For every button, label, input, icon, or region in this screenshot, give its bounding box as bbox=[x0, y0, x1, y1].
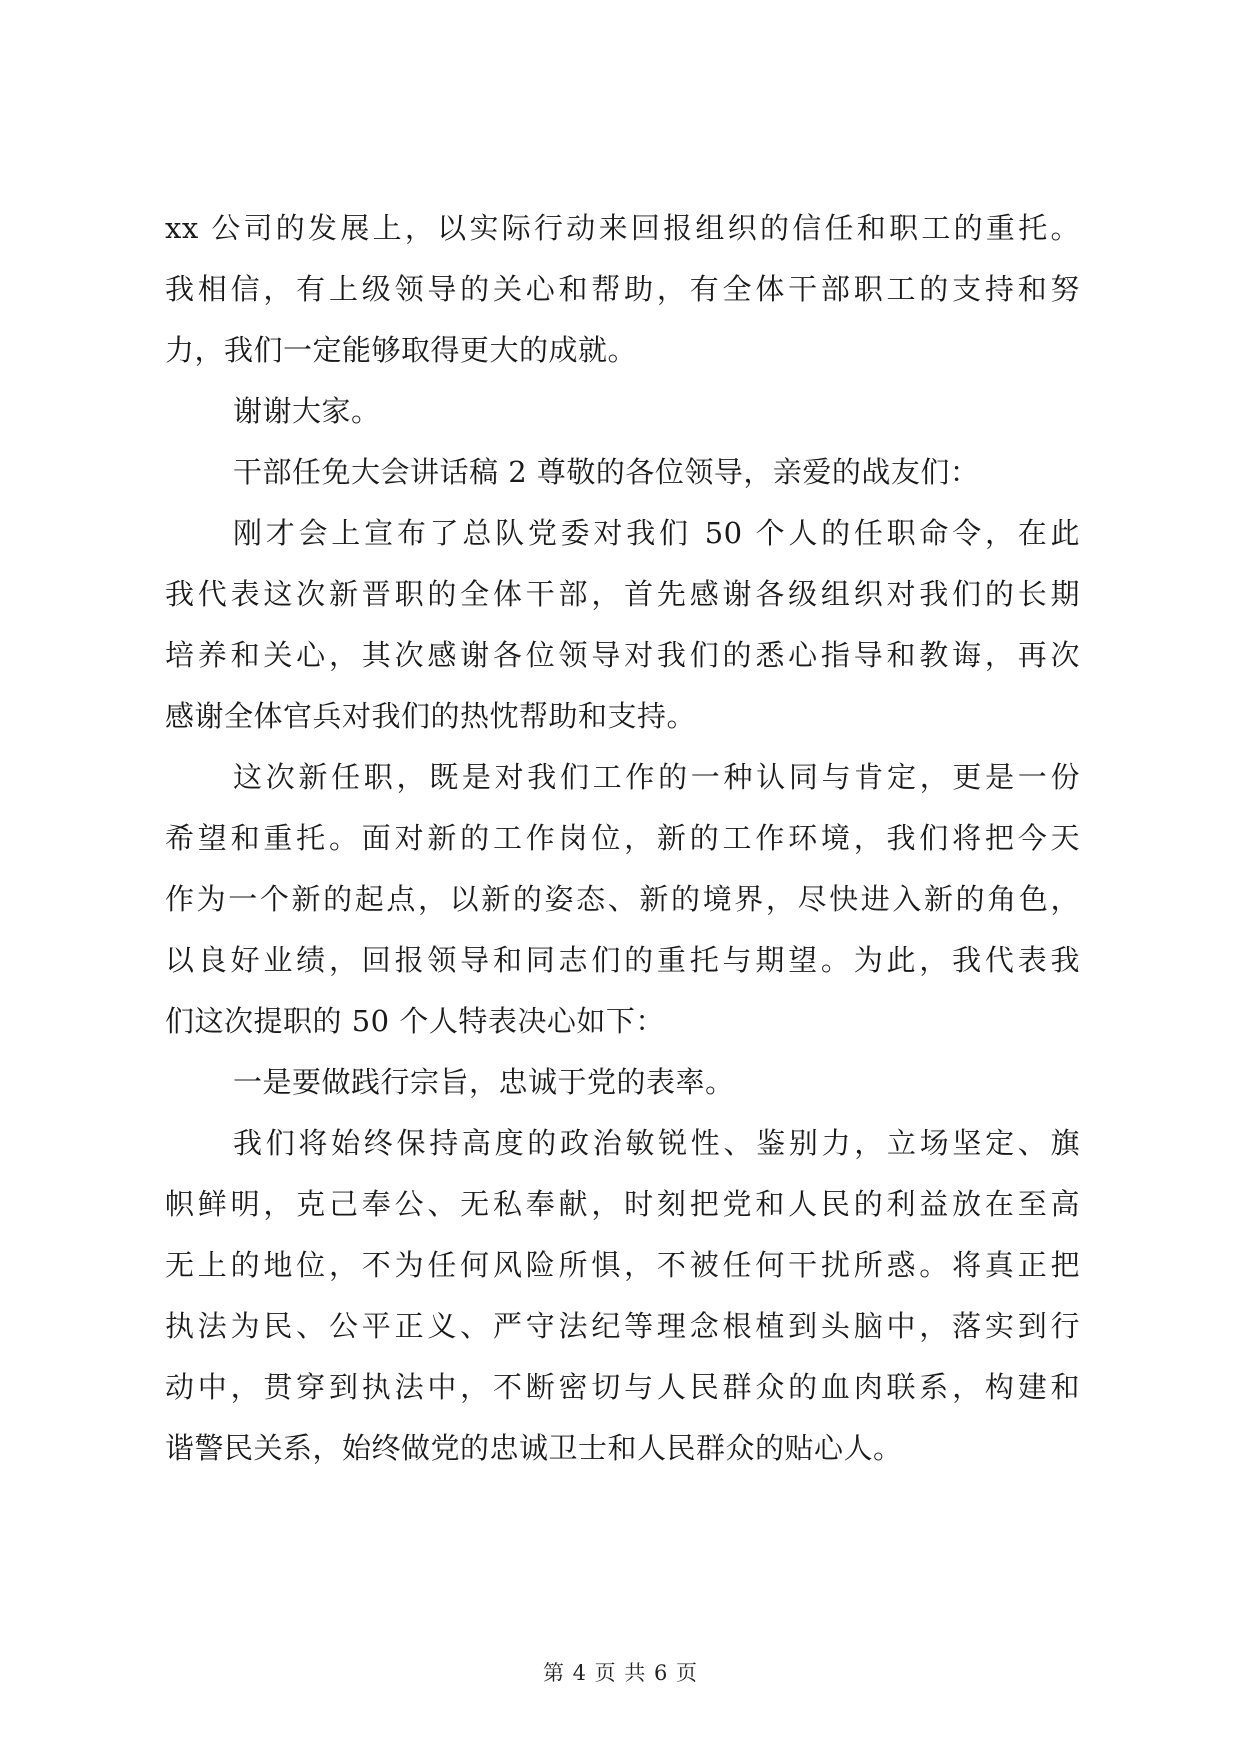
text-line: 谢谢大家。 bbox=[233, 394, 381, 428]
text-line: 一是要做践行宗旨，忠诚于党的表率。 bbox=[233, 1065, 735, 1099]
text-line: 干部任免大会讲话稿 2 尊敬的各位领导，亲爱的战友们： bbox=[233, 455, 980, 489]
text-line: 帜鲜明，克己奉公、无私奉献，时刻把党和人民的利益放在至高 bbox=[165, 1187, 1080, 1221]
text-line: 以良好业绩，回报领导和同志们的重托与期望。为此，我代表我 bbox=[165, 943, 1080, 977]
text-line: 刚才会上宣布了总队党委对我们 50 个人的任职命令，在此 bbox=[233, 516, 1080, 550]
text-line: 这次新任职，既是对我们工作的一种认同与肯定，更是一份 bbox=[233, 760, 1080, 794]
text-line: 谐警民关系，始终做党的忠诚卫士和人民群众的贴心人。 bbox=[165, 1431, 903, 1465]
text-line: 执法为民、公平正义、严守法纪等理念根植到头脑中，落实到行 bbox=[165, 1309, 1080, 1343]
text-line: 我相信，有上级领导的关心和帮助，有全体干部职工的支持和努 bbox=[165, 272, 1080, 306]
document-body bbox=[165, 198, 1080, 1479]
page-number-footer: 第 4 页 共 6 页 bbox=[542, 1661, 699, 1685]
text-line: 们这次提职的 50 个人特表决心如下： bbox=[165, 1004, 665, 1038]
text-line: 动中，贯穿到执法中，不断密切与人民群众的血肉联系，构建和 bbox=[165, 1370, 1080, 1404]
text-line: 培养和关心，其次感谢各位领导对我们的悉心指导和教诲，再次 bbox=[165, 638, 1080, 672]
text-line: 希望和重托。面对新的工作岗位，新的工作环境，我们将把今天 bbox=[165, 821, 1080, 855]
text-line: 无上的地位，不为任何风险所惧，不被任何干扰所惑。将真正把 bbox=[165, 1248, 1080, 1282]
text-line: 力，我们一定能够取得更大的成就。 bbox=[165, 333, 638, 367]
text-line: xx 公司的发展上，以实际行动来回报组织的信任和职工的重托。 bbox=[165, 211, 1080, 245]
text-line: 作为一个新的起点，以新的姿态、新的境界，尽快进入新的角色， bbox=[165, 882, 1080, 916]
text-line: 我代表这次新晋职的全体干部，首先感谢各级组织对我们的长期 bbox=[165, 577, 1080, 611]
text-line: 感谢全体官兵对我们的热忱帮助和支持。 bbox=[165, 699, 697, 733]
text-line: 我们将始终保持高度的政治敏锐性、鉴别力，立场坚定、旗 bbox=[233, 1126, 1080, 1160]
